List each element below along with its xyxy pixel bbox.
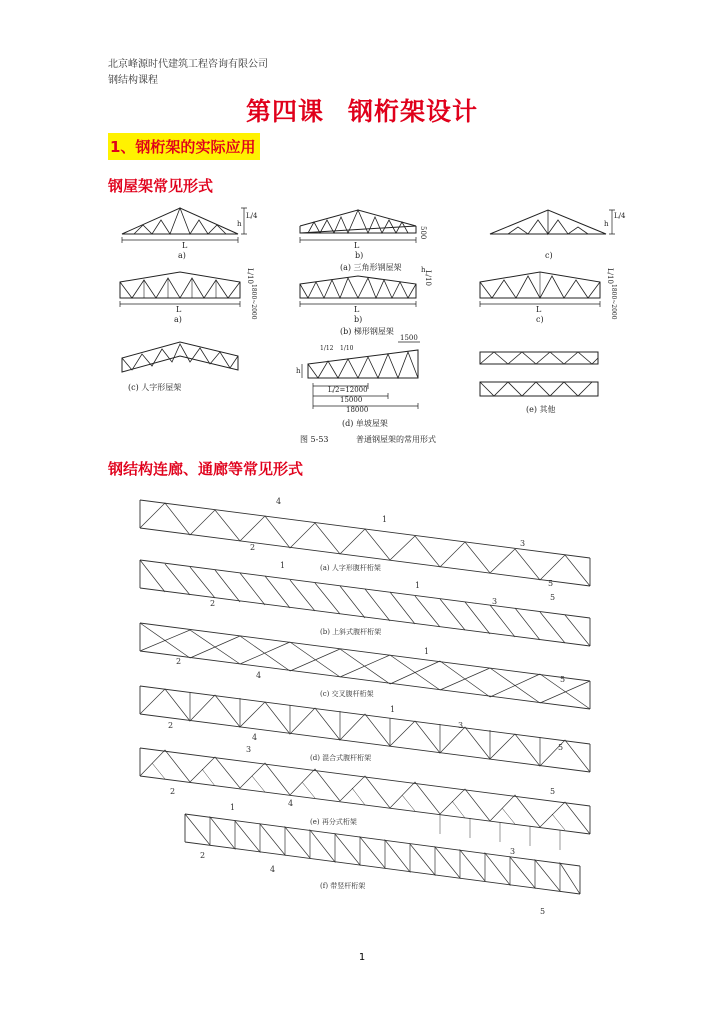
trapezoid-truss-b (300, 276, 416, 307)
num-d-1: 1 (390, 705, 396, 714)
num-c-1: 1 (424, 647, 430, 656)
num-b-5: 5 (550, 593, 556, 602)
header-company: 北京峰源时代建筑工程咨询有限公司 (108, 59, 268, 70)
label-ratio-c1: L/4 (614, 212, 626, 220)
label-ratio-c2: L/10 (606, 268, 614, 284)
label-ratio-b2: L/10 (424, 270, 432, 286)
num-d-4: 4 (252, 733, 258, 742)
page-number: 1 (358, 952, 366, 963)
num-e-2: 2 (170, 787, 176, 796)
triangle-truss-b (300, 210, 416, 243)
label-dim-a2: 1800~2000 (250, 284, 257, 320)
caption-herringbone: (c) 人字形屋架 (128, 383, 182, 392)
label-h-b2: h (421, 266, 426, 274)
label-ratio-a2: L/10 (246, 268, 254, 284)
caption-other: (e) 其他 (526, 405, 556, 414)
label-b1: b) (355, 251, 364, 260)
truss-f (185, 814, 580, 894)
caption-monoslope: (d) 单坡屋架 (342, 419, 388, 428)
num-c-2: 2 (176, 657, 182, 666)
figure-title: 普通钢屋架的常用形式 (356, 435, 436, 444)
label-span-a1: L (182, 241, 188, 250)
label-12000: L/2=12000 (328, 386, 368, 394)
num-d-2: 2 (168, 721, 174, 730)
label-b2: b) (354, 315, 363, 324)
caption-f: (f) 带竖杆桁架 (320, 882, 366, 890)
label-c2: c) (536, 315, 544, 324)
num-a-2: 2 (250, 543, 256, 552)
label-slope-12: 1/12 (320, 345, 334, 352)
label-h-mono: h (296, 367, 301, 375)
num-c-5: 5 (560, 675, 566, 684)
num-d-3: 3 (458, 721, 464, 730)
num-b-1: 1 (280, 561, 286, 570)
num-b-1b: 1 (415, 581, 421, 590)
label-ratio-a1: L/4 (246, 212, 258, 220)
section-heading-applications: 1、钢桁架的实际应用 (108, 133, 260, 160)
label-1500: 1500 (400, 334, 418, 342)
label-h-c1: h (604, 220, 609, 228)
title-lesson: 第四课 (245, 97, 324, 126)
figure-number: 图 5-53 (300, 435, 329, 444)
caption-trapezoid: (b) 梯形钢屋架 (340, 327, 394, 336)
num-a-4: 4 (276, 497, 282, 506)
label-span-a2: L (176, 305, 182, 314)
label-c1: c) (545, 251, 553, 260)
label-dim-c2: 1800~2000 (610, 284, 617, 320)
label-15000: 15000 (340, 396, 363, 404)
label-span-b1: L (354, 241, 360, 250)
caption-d: (d) 混合式腹杆桁架 (310, 754, 372, 762)
label-h-a1: h (237, 220, 242, 228)
label-slope-10: 1/10 (340, 345, 354, 352)
roof-truss-figure (108, 196, 628, 448)
num-b-2: 2 (210, 599, 216, 608)
num-f-2: 2 (200, 851, 206, 860)
page-title (0, 92, 724, 128)
label-span-b2: L (354, 305, 360, 314)
trapezoid-truss-c (480, 272, 600, 307)
num-e-4: 4 (288, 799, 294, 808)
num-f-5: 5 (540, 907, 546, 916)
num-f-1: 1 (230, 803, 236, 812)
title-topic: 钢桁架设计 (348, 97, 479, 126)
label-a1: a) (178, 251, 186, 260)
corridor-truss-figure (110, 488, 610, 926)
label-500: 500 (419, 226, 427, 240)
num-b-3: 3 (492, 597, 498, 606)
label-a2: a) (174, 315, 182, 324)
num-f-3: 3 (510, 847, 516, 856)
caption-e: (e) 再分式桁架 (310, 818, 357, 826)
num-a-3: 3 (520, 539, 526, 548)
subheading-roof-trusses: 钢屋架常见形式 (108, 177, 214, 195)
triangle-truss-c (490, 210, 615, 234)
num-a-5: 5 (548, 579, 554, 588)
num-d-5: 5 (558, 743, 564, 752)
num-e-5: 5 (550, 787, 556, 796)
label-span-c2: L (536, 305, 542, 314)
label-18000: 18000 (346, 406, 369, 414)
caption-c: (c) 交叉腹杆桁架 (320, 690, 374, 698)
trapezoid-truss-a (120, 272, 240, 307)
caption-a: (a) 人字形腹杆桁架 (320, 564, 381, 572)
header-course: 钢结构课程 (108, 75, 158, 86)
num-f-4: 4 (270, 865, 276, 874)
parallel-chord-trusses (480, 352, 598, 396)
caption-b: (b) 上斜式腹杆桁架 (320, 628, 382, 636)
caption-triangle: (a) 三角形钢屋架 (340, 263, 402, 272)
num-c-4: 4 (256, 671, 262, 680)
num-e-3: 3 (246, 745, 252, 754)
subheading-corridor-trusses: 钢结构连廊、通廊等常见形式 (108, 460, 304, 478)
triangle-truss-a (122, 208, 247, 243)
num-a-1: 1 (382, 515, 388, 524)
herringbone-truss (122, 342, 238, 372)
